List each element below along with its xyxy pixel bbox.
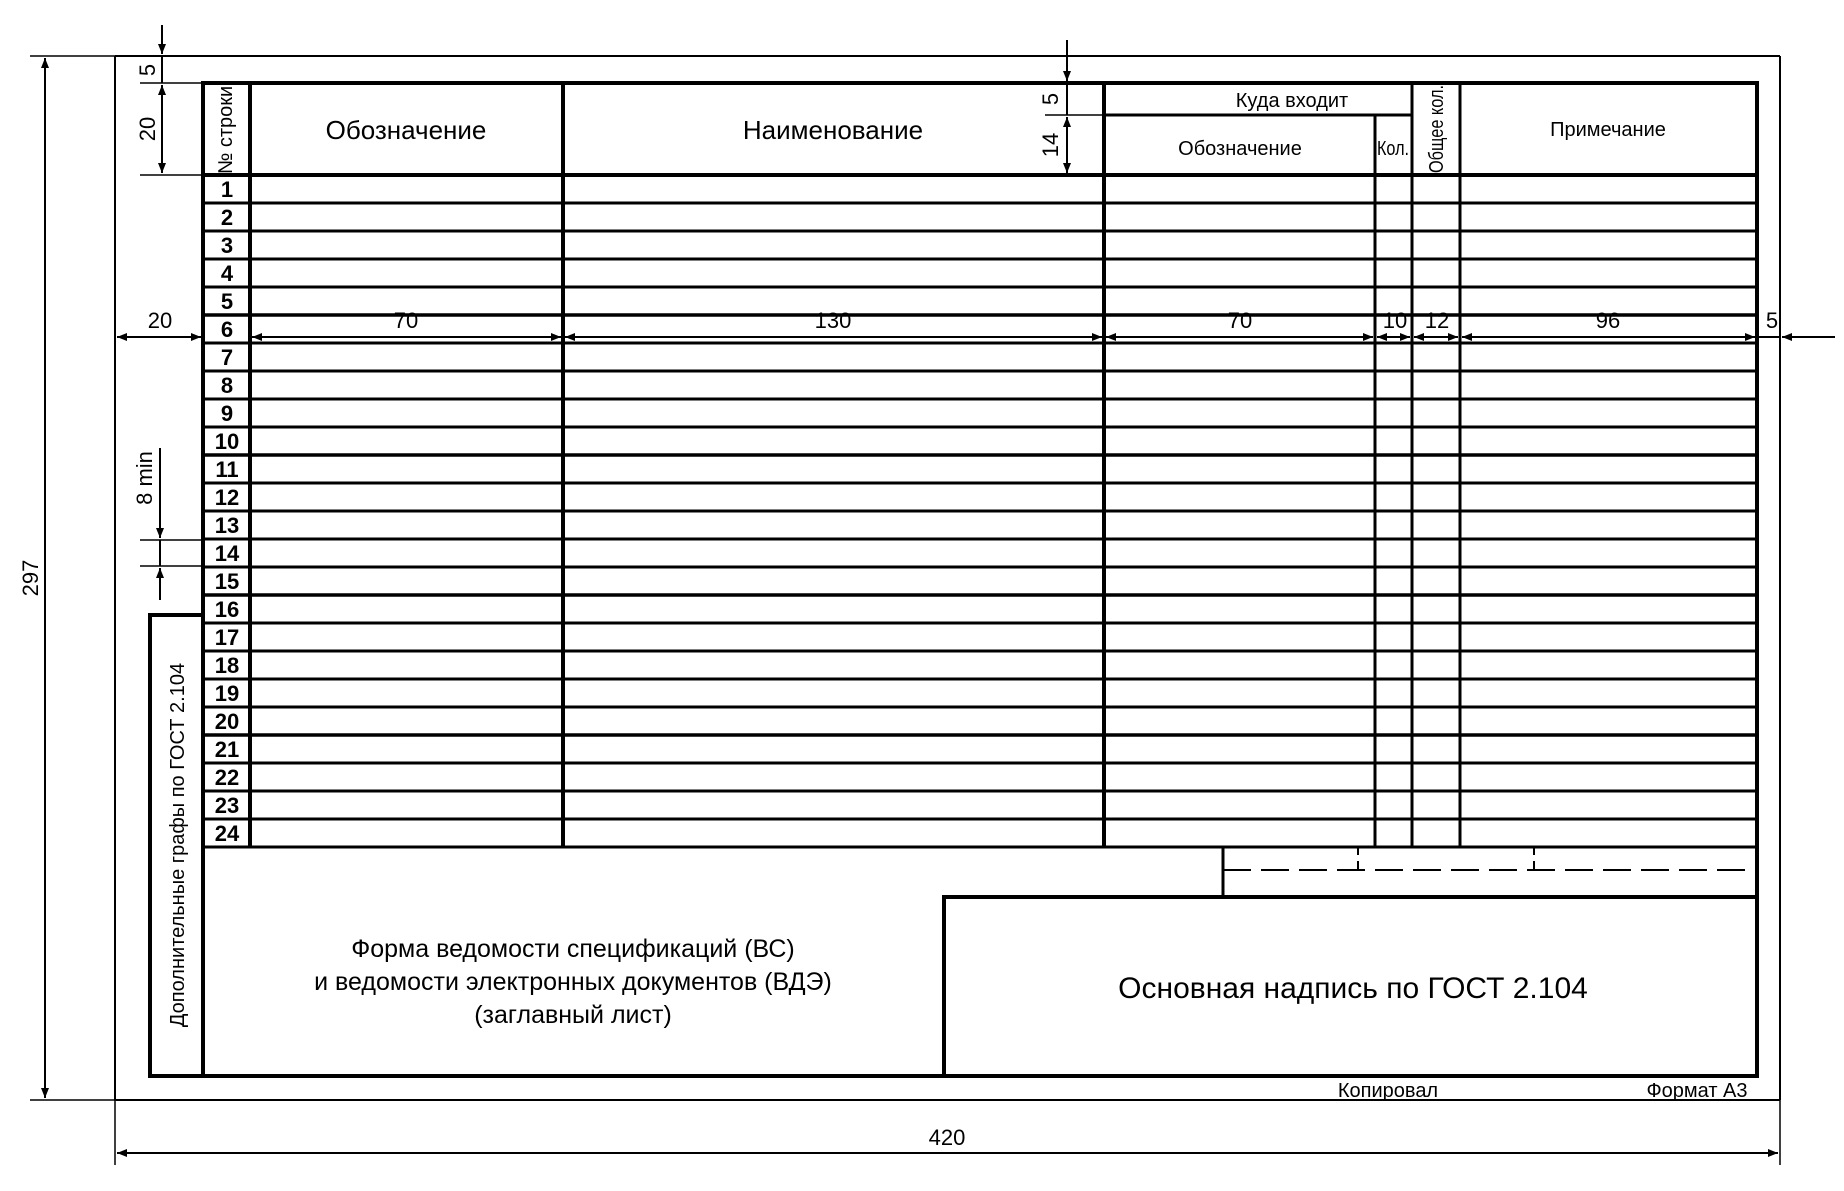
row-number: 9 — [220, 401, 234, 426]
row-number: 18 — [214, 653, 240, 678]
row-number: 1 — [220, 177, 234, 202]
row-number: 23 — [214, 793, 240, 818]
header-qty: Кол. — [1377, 138, 1409, 160]
dim-left-margin: 20 — [147, 308, 173, 333]
row-number: 22 — [214, 765, 240, 790]
form-caption-line1: Форма ведомости спецификаций (ВС) — [351, 935, 795, 963]
row-number: 5 — [220, 289, 234, 314]
row-number: 19 — [214, 681, 240, 706]
header-total-qty: Общее кол. — [1426, 65, 1448, 173]
row-number: 21 — [214, 737, 240, 762]
form-caption-line3: (заглавный лист) — [474, 1001, 672, 1029]
dim-right-margin: 5 — [1765, 308, 1779, 333]
dim-col-designation: 70 — [393, 308, 419, 333]
row-number: 3 — [220, 233, 234, 258]
header-where-designation: Обозначение — [1178, 138, 1302, 160]
dim-sub-bottom: 14 — [1038, 132, 1063, 158]
header-designation: Обозначение — [325, 115, 487, 145]
dim-col-qty: 10 — [1382, 308, 1408, 333]
row-number: 15 — [214, 569, 240, 594]
footer-copied: Копировал — [1337, 1080, 1439, 1102]
dim-top-margin: 5 — [135, 63, 160, 77]
table-rows — [203, 177, 1757, 846]
dim-sheet-height: 297 — [18, 559, 43, 597]
row-number: 17 — [214, 625, 240, 650]
dim-row-min: 8 min — [132, 451, 157, 505]
header-name: Наименование — [742, 115, 924, 145]
dim-col-total: 12 — [1424, 308, 1450, 333]
dim-col-name: 130 — [814, 308, 852, 333]
form-caption-line2: и ведомости электронных документов (ВДЭ) — [314, 968, 832, 996]
row-number: 8 — [220, 373, 234, 398]
row-number: 20 — [214, 709, 240, 734]
dim-sheet-width: 420 — [928, 1125, 966, 1150]
row-number: 6 — [220, 317, 234, 342]
header-note: Примечание — [1550, 119, 1666, 141]
row-number: 4 — [220, 261, 234, 286]
side-column-label: Дополнительные графы по ГОСТ 2.104 — [167, 662, 189, 1028]
title-block-label: Основная надпись по ГОСТ 2.104 — [1118, 972, 1588, 1005]
header-where-used: Куда входит — [1235, 90, 1349, 112]
row-number: 14 — [214, 541, 240, 566]
dim-col-note: 96 — [1595, 308, 1621, 333]
row-number: 12 — [214, 485, 240, 510]
header-row-no: № строки — [215, 85, 237, 175]
dim-header-height: 20 — [135, 116, 160, 142]
row-number: 16 — [214, 597, 240, 622]
row-number: 13 — [214, 513, 240, 538]
row-number: 10 — [214, 429, 240, 454]
dim-sub-top: 5 — [1038, 92, 1063, 106]
row-number: 7 — [220, 345, 234, 370]
row-number: 11 — [215, 457, 239, 482]
row-number: 2 — [220, 205, 234, 230]
dim-col-where: 70 — [1227, 308, 1253, 333]
footer-format: Формат А3 — [1646, 1080, 1748, 1102]
row-number: 24 — [214, 821, 240, 846]
